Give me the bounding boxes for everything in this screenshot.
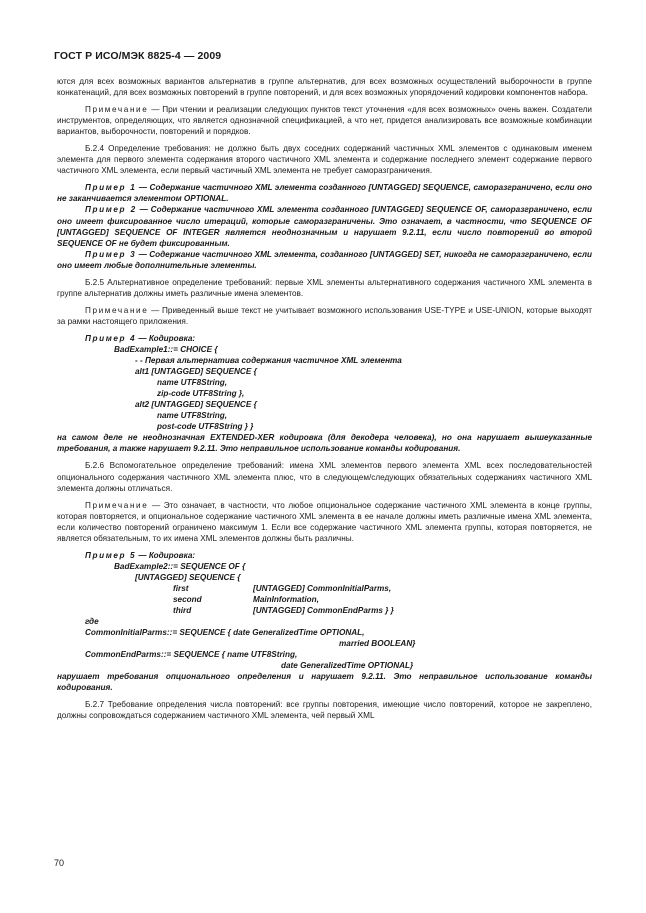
example-1 xyxy=(57,182,592,204)
example-3 xyxy=(57,249,592,271)
code-line: zip-code UTF8String }, xyxy=(157,389,245,399)
example-label: Пример 5 xyxy=(85,550,137,560)
example-label: Пример 2 xyxy=(85,205,137,215)
note-label: Примечание xyxy=(85,500,149,510)
field-name: second xyxy=(173,594,202,604)
example-label: Пример 4 xyxy=(85,333,137,343)
example-text: — Содержание частичного XML элемента созданного [UNTAGGED] SEQUENCE, саморазграничено, если оно не заканчивается элементом OPTIONAL. xyxy=(57,183,592,204)
field-type: [UNTAGGED] CommonEndParms } } xyxy=(253,606,394,616)
note-label: Примечание xyxy=(85,305,149,315)
example-text: — Содержание частичного XML элемента созданного [UNTAGGED] SEQUENCE OF, саморазграничено, если оно имеет фиксированное число итераций, которые саморазграничены. Это означает, в частности, что SEQUENCE OF [UNTAGGED] SEQUENCE OF INTEGER является неоднозначным и нарушает 9.2.11, если число повторений во второй SEQUENCE OF не будет фиксированным. xyxy=(57,205,592,248)
clause-b26: Б.2.6 Вспомогательное определение требований: имена XML элементов первого элемента XML всех последовательностей опционального содержания частичного XML элемента плюс, что в следующем/следующих обязательных содержаниях частичного XML элемента должны отличаться. xyxy=(57,461,592,493)
code-line: где xyxy=(85,617,99,627)
code-line: name UTF8String, xyxy=(157,411,228,421)
example-label: Пример 3 xyxy=(85,249,137,259)
note-1 xyxy=(57,104,592,137)
code-line: date GeneralizedTime OPTIONAL} xyxy=(281,661,414,671)
field-type: MainInformation, xyxy=(253,594,319,604)
example-label: Пример 1 xyxy=(85,183,137,193)
code-line: alt1 [UNTAGGED] SEQUENCE { xyxy=(135,367,257,377)
code-line: CommonEndParms::= SEQUENCE { name UTF8String, xyxy=(85,650,298,660)
document-header: ГОСТ Р ИСО/МЭК 8825-4 — 2009 xyxy=(54,50,222,62)
example-4-heading xyxy=(57,333,592,344)
code-row xyxy=(57,594,592,605)
clause-b27: Б.2.7 Требование определения числа повторений: все группы повторения, имеющие число повторений, которое не закреплено, должны сопровождаться содержанием частичного XML элемента, чей первый XML xyxy=(57,700,592,721)
code-line: married BOOLEAN} xyxy=(339,639,416,649)
paragraph-continuation: ются для всех возможных вариантов альтернатив в группе альтернатив, для всех возможных осуществлений выборочности в группе конкатенаций, для всех возможных повторений в группе повторений, и для всех возможных упорядочений кодировки компонентов набора. xyxy=(57,77,592,98)
code-line: [UNTAGGED] SEQUENCE { xyxy=(135,572,241,582)
example-2 xyxy=(57,204,592,248)
page-number: 70 xyxy=(54,858,65,868)
code-line: - - Первая альтернатива содержания частичное XML элемента xyxy=(135,356,402,366)
note-label: Примечание xyxy=(85,105,149,115)
example-5-conclusion: нарушает требования опционального определения и нарушает 9.2.11. Это неправильное использование команды кодирования. xyxy=(57,672,592,693)
example-text: — Кодировка: xyxy=(136,550,196,560)
code-line: BadExample2::= SEQUENCE OF { xyxy=(114,561,246,571)
code-line: alt2 [UNTAGGED] SEQUENCE { xyxy=(135,400,257,410)
note-text: — Это означает, в частности, что любое опциональное содержание частичного XML элемента в конце группы, которая повторяется, и опциональное содержание частичного XML элемента в ее начале должны иметь различные имена XML элемента, если количество повторений ограничено максимум 1. Если все содержание частичного XML элемента группы, которая повторяется, не является обязательным, то их имена XML элементов должны быть различны. xyxy=(57,500,592,543)
example-5-heading xyxy=(57,550,592,561)
code-row xyxy=(57,605,592,616)
example-text: — Содержание частичного XML элемента, созданного [UNTAGGED] SET, никогда не саморазграничено, если оно имеет любые дополнительные элементы. xyxy=(57,249,592,270)
note-text: — При чтении и реализации следующих пунктов текст уточнения «для всех возможных» очень важен. Создатели инструментов, определяющих, что является однозначной спецификацией, а что нет, придется анализировать все возможные комбинации вариантов, выборочности, повторений и порядков. xyxy=(57,105,592,137)
field-name: third xyxy=(173,606,192,616)
note-text: — Приведенный выше текст не учитывает возможного использования USE-TYPE и USE-UNION, которые выходят за рамки настоящего приложения. xyxy=(57,305,592,326)
code-row xyxy=(57,583,592,594)
code-line: CommonInitialParms::= SEQUENCE { date GeneralizedTime OPTIONAL, xyxy=(85,628,365,638)
example-4-conclusion: на самом деле не неоднозначная EXTENDED-XER кодировка (для декодера человека), но она нарушает вышеуказанные требования, а также нарушает 9.2.11. Это неправильное использование команды кодирования. xyxy=(57,433,592,454)
example-text: — Кодировка: xyxy=(136,333,196,343)
code-line: BadExample1::= CHOICE { xyxy=(114,344,218,354)
code-line: name UTF8String, xyxy=(157,378,228,388)
field-name: first xyxy=(173,583,189,593)
clause-b24: Б.2.4 Определение требования: не должно быть двух соседних содержаний частичных XML элементов с одинаковым именем элемента для первого элемента содержания второго частичного XML элемента и содержание последнего элемент содержание первого частичного XML элемента, если первый частичный XML элемента не требует саморазграничения. xyxy=(57,144,592,176)
clause-b25: Б.2.5 Альтернативное определение требований: первые XML элементы альтернативного содержания частичного XML элемента в группе альтернатив должны иметь различные имена элементов. xyxy=(57,277,592,298)
code-block-4 xyxy=(57,344,592,432)
document-body xyxy=(57,76,592,727)
code-block-5 xyxy=(57,561,592,671)
note-3 xyxy=(57,500,592,544)
field-type: [UNTAGGED] CommonInitialParms, xyxy=(253,583,392,593)
note-2 xyxy=(57,305,592,327)
code-line: post-code UTF8String } } xyxy=(157,422,254,432)
